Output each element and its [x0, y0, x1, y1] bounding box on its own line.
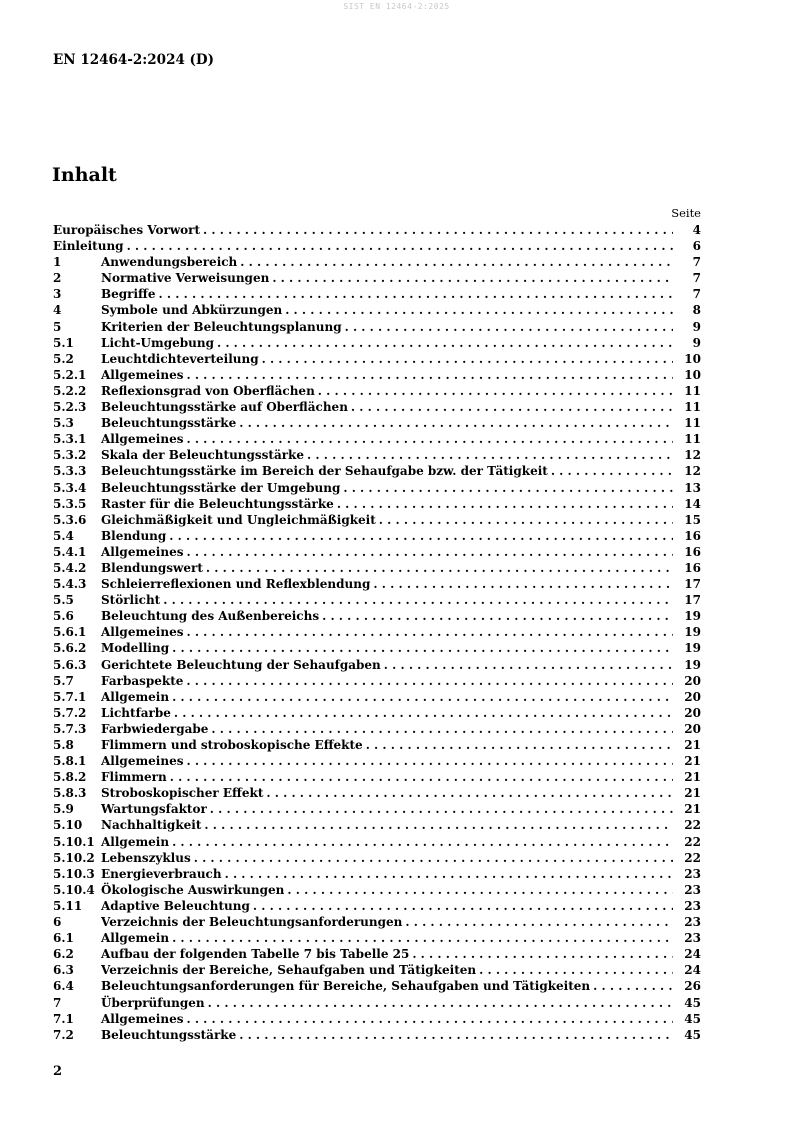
toc-entry-title: Reflexionsgrad von Oberflächen	[101, 383, 315, 398]
toc-entry[interactable]	[53, 383, 701, 399]
toc-dot-leader	[373, 576, 673, 592]
toc-entry-title: Farbwiedergabe	[101, 721, 209, 736]
toc-entry[interactable]	[53, 576, 701, 592]
toc-entry-number: 6.2	[53, 947, 74, 962]
toc-dot-leader	[285, 302, 673, 318]
toc-entry-number: 5.2.1	[53, 367, 87, 382]
toc-entry-title: Kriterien der Beleuchtungsplanung	[101, 319, 342, 334]
toc-dot-leader	[384, 657, 673, 673]
toc-entry-number: 7	[53, 995, 62, 1010]
toc-entry-page: 21	[684, 738, 701, 752]
toc-entry-title: Überprüfungen	[101, 995, 205, 1010]
toc-entry[interactable]	[53, 415, 701, 431]
toc-dot-leader	[186, 624, 673, 640]
page-number: 2	[53, 1064, 63, 1079]
toc-entry[interactable]	[53, 978, 701, 994]
toc-entry-title: Adaptive Beleuchtung	[101, 898, 250, 913]
toc-dot-leader	[266, 785, 673, 801]
toc-dot-leader	[172, 834, 673, 850]
toc-entry-page: 45	[684, 1027, 701, 1042]
toc-entry-page: 8	[692, 303, 701, 318]
toc-entry-title: Allgemeines	[101, 1011, 184, 1026]
toc-entry[interactable]	[53, 286, 701, 302]
toc-entry-number: 5.10.2	[53, 850, 95, 865]
toc-dot-leader	[186, 367, 673, 383]
toc-dot-leader	[351, 399, 673, 415]
toc-entry-title: Flimmern und stroboskopische Effekte	[101, 738, 363, 752]
toc-entry-title: Farbaspekte	[101, 673, 184, 688]
toc-entry-number: 5.10.1	[53, 834, 95, 849]
toc-dot-leader	[170, 769, 673, 785]
toc-dot-leader	[551, 463, 673, 479]
toc-entry-page: 19	[684, 609, 701, 624]
toc-entry[interactable]	[53, 817, 701, 833]
toc-entry[interactable]	[53, 270, 701, 286]
toc-entry-number: 6.1	[53, 931, 74, 946]
toc-entry-page: 7	[692, 287, 701, 302]
toc-entry-title: Skala der Beleuchtungsstärke	[101, 448, 305, 463]
table-of-contents	[53, 222, 701, 1043]
toc-dot-leader	[322, 608, 673, 624]
toc-entry-title: Begriffe	[101, 287, 156, 302]
toc-dot-leader	[225, 866, 673, 882]
toc-dot-leader	[217, 335, 673, 351]
toc-dot-leader	[379, 512, 673, 528]
toc-entry-number: 5.3.1	[53, 432, 87, 447]
toc-entry-number: 5.8.2	[53, 770, 87, 785]
toc-entry-title: Beleuchtungsstärke	[101, 1027, 237, 1042]
toc-dot-leader	[211, 721, 673, 737]
toc-entry-page: 24	[684, 947, 701, 962]
toc-dot-leader	[318, 383, 673, 399]
toc-entry[interactable]	[53, 962, 701, 978]
toc-entry[interactable]	[53, 480, 701, 496]
toc-entry-title: Lebenszyklus	[101, 850, 191, 865]
toc-entry[interactable]	[53, 850, 701, 866]
toc-entry[interactable]	[53, 946, 701, 962]
toc-entry-number: 5.2	[53, 351, 74, 366]
toc-entry-title: Verzeichnis der Bereiche, Sehaufgaben und Tätigkeiten	[101, 963, 477, 978]
toc-entry-title: Aufbau der folgenden Tabelle 7 bis Tabelle 25	[101, 947, 410, 962]
toc-dot-leader	[159, 286, 673, 302]
toc-dot-leader	[210, 801, 673, 817]
toc-entry-page: 10	[684, 351, 701, 366]
toc-entry-number: 6.4	[53, 979, 74, 994]
toc-entry-page: 24	[684, 963, 701, 978]
page-column-label: Seite	[671, 206, 701, 220]
toc-entry-page: 45	[684, 1011, 701, 1026]
toc-entry-number: 5.8.1	[53, 754, 87, 769]
toc-entry-page: 11	[684, 416, 701, 431]
toc-entry-page: 45	[684, 995, 701, 1010]
toc-entry-page: 20	[684, 705, 701, 720]
toc-entry-number: 5.6.1	[53, 625, 87, 640]
toc-entry-page: 16	[684, 560, 701, 575]
toc-entry[interactable]	[53, 1011, 701, 1027]
toc-entry-page: 16	[684, 528, 701, 543]
toc-entry-title: Lichtfarbe	[101, 705, 171, 720]
toc-entry-page: 17	[684, 577, 701, 592]
toc-entry-number: 5.4.2	[53, 560, 87, 575]
toc-entry-number: 5.6.3	[53, 657, 87, 672]
toc-entry-page: 14	[684, 496, 701, 511]
toc-entry-page: 10	[684, 367, 701, 382]
toc-entry-page: 16	[684, 544, 701, 559]
toc-entry-number: 5.10.3	[53, 866, 95, 881]
toc-dot-leader	[172, 930, 673, 946]
toc-entry-page: 21	[684, 770, 701, 785]
toc-entry[interactable]	[53, 335, 701, 351]
toc-entry-title: Licht-Umgebung	[101, 335, 214, 350]
toc-entry-number: 5.7.2	[53, 705, 87, 720]
toc-entry-title: Energieverbrauch	[101, 866, 222, 881]
toc-entry-title: Beleuchtung des Außenbereichs	[101, 609, 320, 624]
toc-dot-leader	[479, 962, 673, 978]
toc-entry[interactable]	[53, 930, 701, 946]
toc-entry-title: Symbole und Abkürzungen	[101, 303, 283, 318]
toc-entry-page: 23	[684, 866, 701, 881]
toc-dot-leader	[272, 270, 673, 286]
toc-entry-number: 5.2.3	[53, 400, 87, 415]
toc-entry-title: Allgemeines	[101, 367, 184, 382]
toc-entry-title: Allgemeines	[101, 432, 184, 447]
toc-dot-leader	[208, 995, 673, 1011]
toc-entry-page: 22	[684, 850, 701, 865]
toc-dot-leader	[343, 480, 673, 496]
toc-entry-number: 5.4.1	[53, 544, 87, 559]
toc-entry-page: 21	[684, 786, 701, 801]
toc-entry[interactable]	[53, 1027, 701, 1043]
toc-entry-page: 22	[684, 818, 701, 833]
toc-entry-number: 5.6	[53, 609, 74, 624]
toc-entry-title: Verzeichnis der Beleuchtungsanforderungen	[101, 915, 403, 930]
toc-entry-number: 5.10.4	[53, 882, 95, 897]
toc-entry-number: 6	[53, 915, 62, 930]
toc-entry[interactable]	[53, 705, 701, 721]
toc-dot-leader	[337, 496, 673, 512]
toc-dot-leader	[253, 898, 673, 914]
toc-entry[interactable]	[53, 995, 701, 1011]
toc-entry[interactable]	[53, 302, 701, 318]
toc-dot-leader	[206, 560, 673, 576]
toc-entry-number: 5.1	[53, 335, 74, 350]
toc-entry[interactable]	[53, 447, 701, 463]
toc-entry-number: 5.6.2	[53, 641, 87, 656]
toc-entry-title: Normative Verweisungen	[101, 271, 270, 286]
toc-entry-number: 5	[53, 319, 62, 334]
toc-entry-number: 5.3	[53, 416, 74, 431]
toc-entry-title: Allgemeines	[101, 544, 184, 559]
toc-entry-number: 5.3.4	[53, 480, 87, 495]
toc-entry[interactable]	[53, 592, 701, 608]
document-header: EN 12464-2:2024 (D)	[53, 52, 215, 68]
toc-entry[interactable]	[53, 367, 701, 383]
toc-entry-title: Schleierreflexionen und Reflexblendung	[101, 577, 371, 592]
toc-entry[interactable]	[53, 721, 701, 737]
toc-entry[interactable]	[53, 801, 701, 817]
toc-entry-page: 9	[692, 335, 701, 350]
toc-entry-number: 5.3.5	[53, 496, 87, 511]
toc-entry[interactable]	[53, 560, 701, 576]
toc-entry-page: 15	[684, 512, 701, 527]
toc-dot-leader	[593, 978, 673, 994]
toc-entry-page: 26	[684, 979, 701, 994]
toc-entry[interactable]	[53, 496, 701, 512]
toc-title: Inhalt	[52, 164, 117, 186]
toc-entry-title: Ökologische Auswirkungen	[101, 882, 285, 897]
toc-entry[interactable]	[53, 673, 701, 689]
toc-entry[interactable]	[53, 463, 701, 479]
toc-dot-leader	[186, 753, 673, 769]
toc-entry[interactable]	[53, 608, 701, 624]
toc-entry-title: Beleuchtungsstärke der Umgebung	[101, 480, 341, 495]
toc-entry-page: 4	[692, 223, 701, 237]
toc-entry-title: Gleichmäßigkeit und Ungleichmäßigkeit	[101, 512, 376, 527]
toc-entry-title: Stroboskopischer Effekt	[101, 786, 264, 801]
toc-entry[interactable]	[53, 753, 701, 769]
toc-entry[interactable]	[53, 512, 701, 528]
toc-entry-number: 5.7.1	[53, 689, 87, 704]
toc-entry-title: Gerichtete Beleuchtung der Sehaufgaben	[101, 657, 381, 672]
toc-entry-title: Beleuchtungsstärke im Bereich der Sehaufgabe bzw. der Tätigkeit	[101, 464, 548, 479]
watermark: SIST EN 12464-2:2025	[343, 2, 450, 11]
toc-entry-number: 5.3.6	[53, 512, 87, 527]
toc-dot-leader	[172, 640, 673, 656]
toc-dot-leader	[262, 351, 673, 367]
toc-entry-number: 6.3	[53, 963, 74, 978]
toc-entry-page: 20	[684, 721, 701, 736]
toc-entry-page: 11	[684, 432, 701, 447]
toc-entry[interactable]	[53, 640, 701, 656]
toc-entry[interactable]	[53, 834, 701, 850]
toc-entry-number: 5.7.3	[53, 721, 87, 736]
toc-entry[interactable]	[53, 399, 701, 415]
toc-entry-title: Störlicht	[101, 593, 161, 608]
toc-entry-title: Wartungsfaktor	[101, 802, 207, 817]
toc-entry-title: Beleuchtungsstärke auf Oberflächen	[101, 400, 348, 415]
toc-dot-leader	[307, 447, 673, 463]
toc-dot-leader	[186, 673, 673, 689]
toc-entry-number: 3	[53, 287, 62, 302]
toc-entry-title: Blendung	[101, 528, 167, 543]
toc-entry-page: 23	[684, 931, 701, 946]
toc-dot-leader	[239, 415, 673, 431]
toc-entry-number: 5.4	[53, 528, 74, 543]
toc-entry-number: 5.11	[53, 898, 83, 913]
toc-entry-number: 5.9	[53, 802, 74, 817]
toc-entry-title: Blendungswert	[101, 560, 203, 575]
toc-entry-title: Allgemeines	[101, 754, 184, 769]
toc-entry-page: 7	[692, 255, 701, 270]
toc-entry[interactable]	[53, 769, 701, 785]
toc-entry-page: 23	[684, 898, 701, 913]
toc-entry[interactable]	[53, 544, 701, 560]
toc-entry[interactable]	[53, 222, 701, 238]
toc-entry-page: 20	[684, 689, 701, 704]
toc-entry-page: 7	[692, 271, 701, 286]
toc-entry[interactable]	[53, 624, 701, 640]
toc-entry-number: 7.1	[53, 1011, 74, 1026]
toc-entry-page: 23	[684, 915, 701, 930]
toc-dot-leader	[174, 705, 673, 721]
toc-dot-leader	[366, 737, 673, 753]
toc-dot-leader	[240, 254, 673, 270]
toc-entry-number: 5.8.3	[53, 786, 87, 801]
toc-entry-title: Modelling	[101, 641, 170, 656]
toc-dot-leader	[127, 238, 673, 254]
toc-entry-page: 9	[692, 319, 701, 334]
toc-entry-number: 5.8	[53, 738, 74, 752]
toc-entry-page: 19	[684, 625, 701, 640]
toc-entry-title: Europäisches Vorwort	[53, 223, 201, 237]
toc-entry[interactable]	[53, 689, 701, 705]
toc-entry-title: Beleuchtungsstärke	[101, 416, 237, 431]
toc-entry-number: 5.3.2	[53, 448, 87, 463]
toc-entry-title: Leuchtdichteverteilung	[101, 351, 259, 366]
toc-entry[interactable]	[53, 319, 701, 335]
toc-dot-leader	[203, 222, 673, 238]
toc-entry-page: 22	[684, 834, 701, 849]
toc-entry-title: Einleitung	[53, 239, 124, 254]
toc-entry-page: 12	[684, 448, 701, 463]
toc-entry-title: Allgemein	[101, 834, 170, 849]
toc-entry-page: 21	[684, 802, 701, 817]
toc-entry-number: 1	[53, 255, 62, 270]
toc-entry-title: Nachhaltigkeit	[101, 818, 202, 833]
toc-entry[interactable]	[53, 238, 701, 254]
toc-entry-number: 5.2.2	[53, 383, 87, 398]
toc-dot-leader	[169, 528, 673, 544]
toc-entry[interactable]	[53, 882, 701, 898]
toc-entry[interactable]	[53, 737, 701, 753]
toc-entry-number: 5.10	[53, 818, 83, 833]
toc-dot-leader	[405, 914, 673, 930]
toc-dot-leader	[239, 1027, 673, 1043]
toc-entry[interactable]	[53, 914, 701, 930]
toc-dot-leader	[172, 689, 673, 705]
toc-entry[interactable]	[53, 898, 701, 914]
toc-entry-page: 12	[684, 464, 701, 479]
toc-entry-page: 20	[684, 673, 701, 688]
toc-entry[interactable]	[53, 657, 701, 673]
toc-entry-number: 7.2	[53, 1027, 74, 1042]
toc-entry[interactable]	[53, 785, 701, 801]
toc-entry[interactable]	[53, 351, 701, 367]
toc-entry-title: Allgemein	[101, 931, 170, 946]
toc-entry-number: 4	[53, 303, 62, 318]
toc-dot-leader	[186, 1011, 673, 1027]
toc-entry-title: Raster für die Beleuchtungsstärke	[101, 496, 334, 511]
toc-dot-leader	[186, 431, 673, 447]
toc-entry-page: 17	[684, 593, 701, 608]
toc-entry-page: 21	[684, 754, 701, 769]
toc-entry-number: 5.4.3	[53, 577, 87, 592]
toc-dot-leader	[287, 882, 673, 898]
toc-entry[interactable]	[53, 528, 701, 544]
toc-entry-page: 13	[684, 480, 701, 495]
toc-entry-page: 19	[684, 641, 701, 656]
toc-entry-number: 5.7	[53, 673, 74, 688]
toc-entry-page: 19	[684, 657, 701, 672]
toc-entry-title: Allgemein	[101, 689, 170, 704]
toc-dot-leader	[345, 319, 673, 335]
toc-dot-leader	[163, 592, 673, 608]
toc-entry-title: Beleuchtungsanforderungen für Bereiche, Sehaufgaben und Tätigkeiten	[101, 979, 591, 994]
toc-entry-page: 23	[684, 882, 701, 897]
toc-dot-leader	[194, 850, 673, 866]
toc-entry-title: Flimmern	[101, 770, 167, 785]
toc-entry-number: 5.5	[53, 593, 74, 608]
toc-entry-page: 11	[684, 400, 701, 415]
toc-entry[interactable]	[53, 866, 701, 882]
toc-entry[interactable]	[53, 431, 701, 447]
toc-entry-number: 5.3.3	[53, 464, 87, 479]
toc-entry-title: Allgemeines	[101, 625, 184, 640]
toc-entry-title: Anwendungsbereich	[101, 255, 238, 270]
toc-entry-page: 6	[692, 239, 701, 254]
toc-entry-page: 11	[684, 383, 701, 398]
toc-dot-leader	[412, 946, 673, 962]
toc-entry-number: 2	[53, 271, 62, 286]
toc-dot-leader	[186, 544, 673, 560]
toc-entry[interactable]	[53, 254, 701, 270]
toc-dot-leader	[204, 817, 673, 833]
